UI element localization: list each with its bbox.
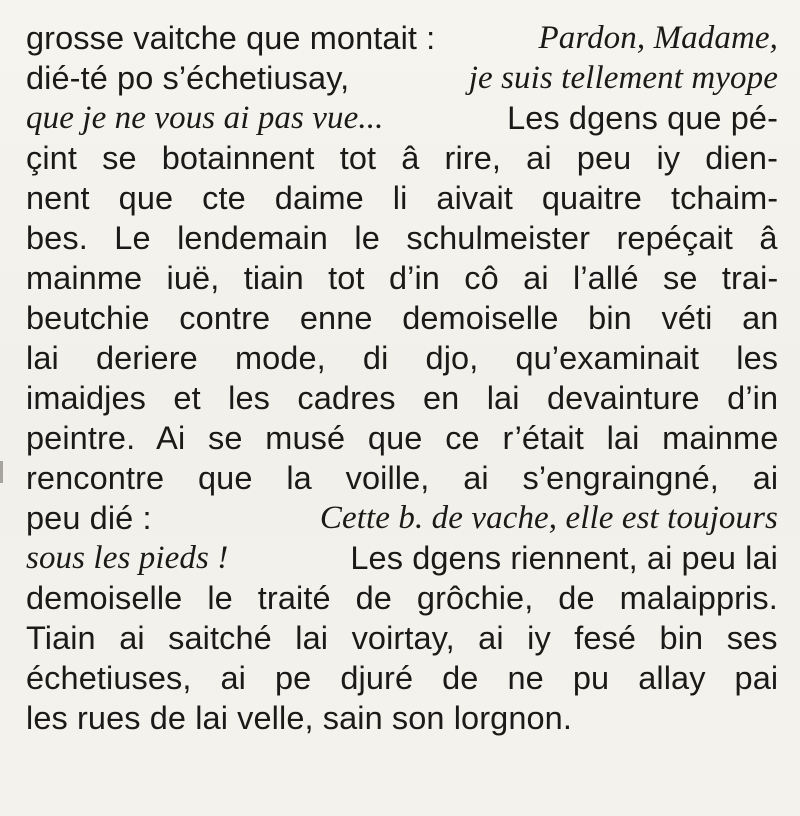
text-line-8: beutchie contre enne demoiselle bin véti an (26, 300, 779, 336)
text-line-3 (26, 98, 778, 138)
text-line-2 (26, 58, 778, 98)
text-line-16: Tiain ai saitché lai voirtay, ai iy fesé bin ses (26, 620, 778, 656)
text-line-1 (26, 18, 778, 58)
text-line-5: nent que cte daime li aivait quaitre tchaim- (26, 180, 779, 216)
text-line-9: lai deriere mode, di djo, qu’examinait les (26, 340, 779, 376)
text-line-12: rencontre que la voille, ai s’engraingné, ai (26, 460, 779, 496)
text-line-11: peintre. Ai se musé que ce r’était lai mainme (26, 420, 779, 456)
line-2-roman: dié-té po s’échetiusay, (26, 60, 350, 96)
text-line-14 (26, 538, 778, 578)
text-line-15: demoiselle le traité de grôchie, de malaippris. (26, 580, 778, 616)
text-line-13 (26, 498, 778, 538)
line-1-roman: grosse vaitche que montait : (26, 20, 436, 56)
line-13-roman: peu dié : (26, 500, 152, 536)
line-3-roman: Les dgens que pé- (507, 100, 778, 136)
text-line-7: mainme iuë, tiain tot d’in cô ai l’allé se trai- (26, 260, 779, 296)
line-14-roman: Les dgens riennent, ai peu lai (350, 540, 778, 576)
line-3-italic: que je ne vous ai pas vue... (26, 100, 384, 136)
text-line-18: les rues de lai velle, sain son lorgnon. (26, 700, 572, 736)
text-line-4: çint se botainnent tot â rire, ai peu iy dien- (26, 140, 779, 176)
text-line-6: bes. Le lendemain le schulmeister repéçait â (26, 220, 778, 256)
line-1-italic: Pardon, Madame, (538, 20, 778, 56)
text-line-17: échetiuses, ai pe djuré de ne pu allay pai (26, 660, 779, 696)
line-2-italic: je suis tellement myope (468, 60, 778, 96)
text-line-10: imaidjes et les cadres en lai devainture d’in (26, 380, 779, 416)
line-13-italic: Cette b. de vache, elle est toujours (319, 500, 778, 536)
margin-mark (0, 461, 3, 483)
line-14-italic: sous les pieds ! (26, 540, 229, 576)
